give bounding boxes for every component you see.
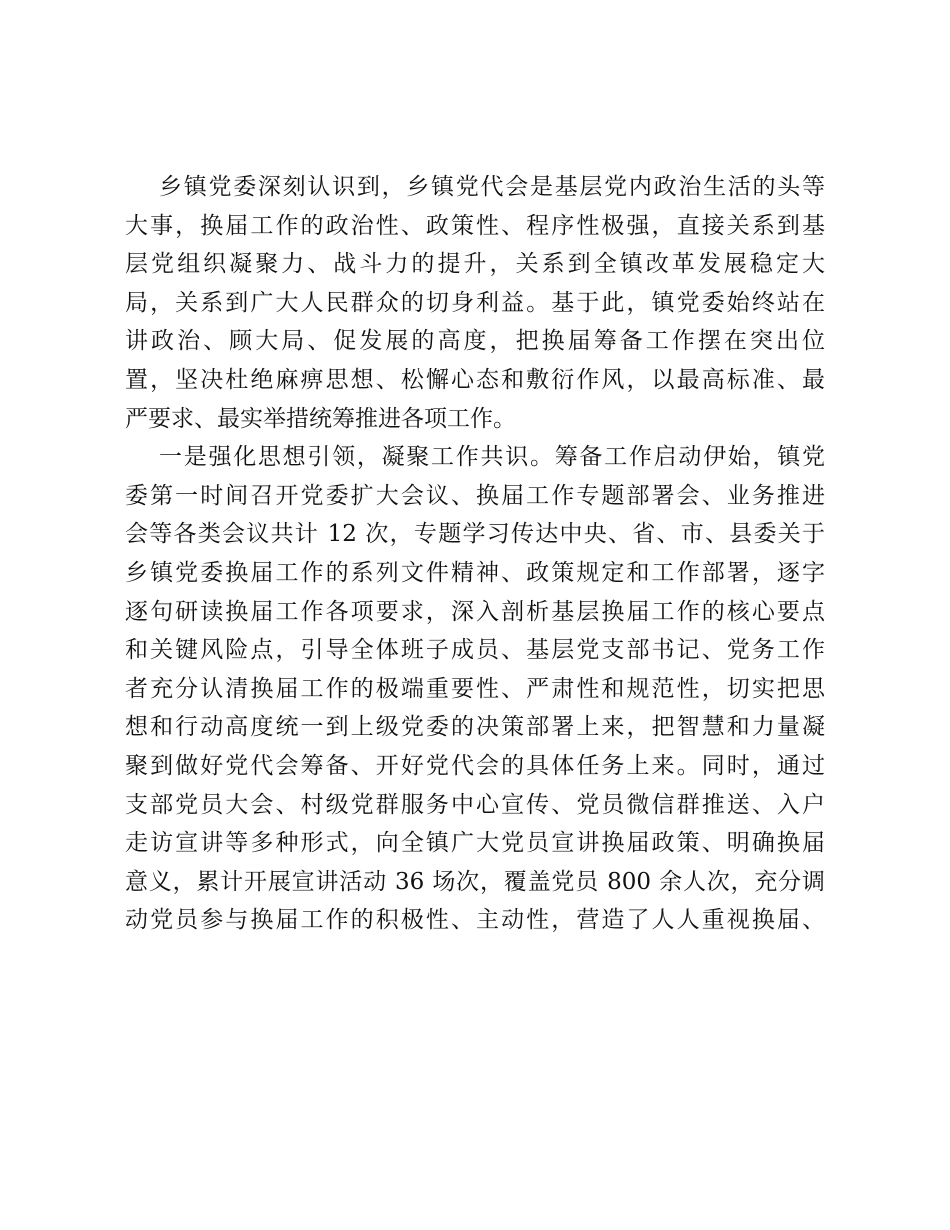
text-line: 想和行动高度统一到上级党委的决策部署上来，把智慧和力量凝 (125, 714, 825, 741)
text-line: 聚到做好党代会筹备、开好党代会的具体任务上来。同时，通过 (125, 752, 825, 779)
text-line: 乡镇党委换届工作的系列文件精神、政策规定和工作部署，逐字 (125, 559, 825, 586)
text-line: 走访宣讲等多种形式，向全镇广大党员宣讲换届政策、明确换届 (125, 830, 825, 857)
text-line: 一是强化思想引领，凝聚工作共识。筹备工作启动伊始，镇党 (159, 444, 825, 471)
text-line: 会等各类会议共计 12 次，专题学习传达中央、省、市、县委关于 (125, 521, 825, 548)
text-line: 大事，换届工作的政治性、政策性、程序性极强，直接关系到基 (125, 212, 825, 239)
text-line: 支部党员大会、村级党群服务中心宣传、党员微信群推送、入户 (125, 791, 825, 818)
text-line: 乡镇党委深刻认识到，乡镇党代会是基层党内政治生活的头等 (159, 174, 825, 200)
document-body (125, 168, 825, 940)
paragraph-2 (125, 438, 825, 940)
text-line: 层党组织凝聚力、战斗力的提升，关系到全镇改革发展稳定大 (125, 251, 825, 278)
text-line: 和关键风险点，引导全体班子成员、基层党支部书记、党务工作 (125, 637, 825, 664)
text-line: 严要求、最实举措统筹推进各项工作。 (125, 405, 516, 432)
text-line: 逐句研读换届工作各项要求，深入剖析基层换届工作的核心要点 (125, 598, 825, 625)
text-line: 局，关系到广大人民群众的切身利益。基于此，镇党委始终站在 (125, 289, 825, 316)
paragraph-1 (125, 168, 825, 438)
text-line: 讲政治、顾大局、促发展的高度，把换届筹备工作摆在突出位 (125, 328, 825, 355)
text-line: 置，坚决杜绝麻痹思想、松懈心态和敷衍作风，以最高标准、最 (125, 366, 825, 393)
text-line: 意义，累计开展宣讲活动 36 场次，覆盖党员 800 余人次，充分调 (125, 868, 825, 895)
text-line: 动党员参与换届工作的积极性、主动性，营造了人人重视换届、 (125, 907, 825, 934)
text-line: 委第一时间召开党委扩大会议、换届工作专题部署会、业务推进 (125, 482, 825, 509)
text-line: 者充分认清换届工作的极端重要性、严肃性和规范性，切实把思 (125, 675, 825, 702)
